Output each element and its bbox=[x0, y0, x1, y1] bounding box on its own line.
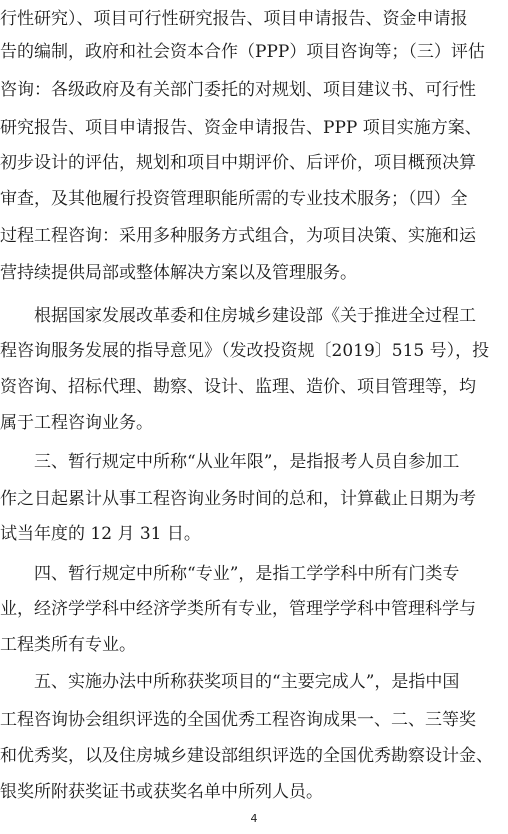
text-line: 程咨询服务发展的指导意见》（发改投资规〔2019〕515 号），投 bbox=[0, 341, 490, 361]
text-line: 银奖所附获奖证书或获奖名单中所列人员。 bbox=[0, 782, 323, 802]
text-line: 属于工程咨询业务。 bbox=[0, 413, 153, 433]
text-line: 四、暂行规定中所称“专业”，是指工学学科中所有门类专 bbox=[34, 564, 460, 584]
page-number: 4 bbox=[250, 812, 258, 825]
text-line: 行性研究）、项目可行性研究报告、项目申请报告、资金申请报 bbox=[0, 9, 468, 29]
text-line: 工程类所有专业。 bbox=[0, 635, 136, 655]
text-line: 咨询：各级政府及有关部门委托的对规划、项目建议书、可行性 bbox=[0, 80, 476, 100]
text-line: 营持续提供局部或整体解决方案以及管理服务。 bbox=[0, 263, 357, 283]
text-line: 和优秀奖，以及住房城乡建设部组织评选的全国优秀勘察设计金、 bbox=[0, 746, 493, 766]
text-line: 审查，及其他履行投资管理职能所需的专业技术服务；（四）全 bbox=[0, 189, 468, 209]
text-line: 研究报告、项目申请报告、资金申请报告、PPP 项目实施方案、 bbox=[0, 118, 482, 138]
text-line: 业，经济学学科中经济学类所有专业，管理学学科中管理科学与 bbox=[0, 599, 476, 619]
text-line: 五、实施办法中所称获奖项目的“主要完成人”，是指中国 bbox=[34, 672, 460, 692]
text-line: 三、暂行规定中所称“从业年限”，是指报考人员自参加工 bbox=[34, 452, 460, 472]
text-line: 告的编制，政府和社会资本合作（PPP）项目咨询等；（三）评估 bbox=[0, 42, 485, 62]
text-line: 作之日起累计从事工程咨询业务时间的总和，计算截止日期为考 bbox=[0, 489, 476, 509]
text-line: 根据国家发展改革委和住房城乡建设部《关于推进全过程工 bbox=[34, 306, 476, 326]
text-line: 初步设计的评估，规划和项目中期评价、后评价，项目概预决算 bbox=[0, 153, 476, 173]
text-line: 资咨询、招标代理、勘察、设计、监理、造价、项目管理等，均 bbox=[0, 377, 476, 397]
text-line: 工程咨询协会组织评选的全国优秀工程咨询成果一、二、三等奖 bbox=[0, 710, 476, 730]
text-line: 试当年度的 12 月 31 日。 bbox=[0, 524, 201, 544]
text-line: 过程工程咨询：采用多种服务方式组合，为项目决策、实施和运 bbox=[0, 226, 476, 246]
